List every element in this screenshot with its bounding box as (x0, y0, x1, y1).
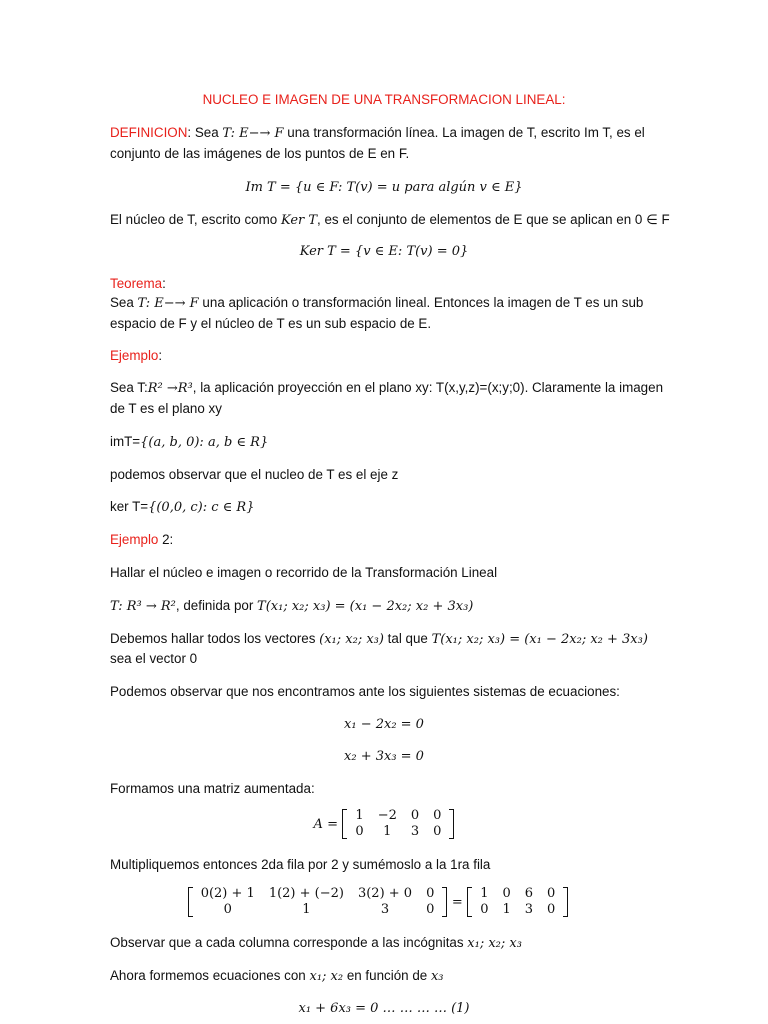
matrix-b-cell: 1 (302, 902, 311, 917)
ejemplo2-debemos-line-2: sea el vector 0 (110, 651, 198, 666)
matrix-c-cell: 0 (547, 902, 556, 917)
matrix-operation-block (0, 886, 762, 918)
ejemplo1-observation: podemos observar que el nucleo de T es el eje z (110, 467, 399, 482)
matrix-equals: = (451, 895, 463, 911)
definicion-label: DEFINICION (110, 125, 188, 140)
ejemplo2-heading: Ejemplo 2: (110, 532, 174, 547)
document-title: NUCLEO E IMAGEN DE UNA TRANSFORMACION LINEAL: (202, 92, 566, 107)
matrix-b-cell: 0 (426, 902, 435, 917)
matrix-a-cell: 1 (383, 824, 392, 839)
teorema-heading: Teorema: (110, 276, 166, 291)
equation-system-1: x₁ − 2x₂ = 0 (344, 717, 424, 732)
matrix-a-block (0, 808, 768, 840)
ejemplo2-podemos: Podemos observar que nos encontramos ante los siguientes sistemas de ecuaciones: (110, 684, 620, 699)
equation-system-2: x₂ + 3x₃ = 0 (344, 749, 424, 764)
matrix-b-row (194, 886, 442, 902)
matrix-c-cell: 3 (524, 902, 534, 917)
matrix-b-cell: 3(2) + 0 (357, 886, 413, 901)
teorema-line-2: espacio de F y el núcleo de T es un sub espacio de E. (110, 316, 432, 331)
matrix-c (467, 886, 568, 918)
nucleo-definition: El núcleo de T, escrito como Ker T, es el conjunto de elementos de E que se aplican en 0 ∈ F (110, 212, 670, 228)
ejemplo2-label: Ejemplo (110, 532, 159, 547)
equation-final: x₁ + 6x₃ = 0 … … … … (1) (298, 1001, 470, 1016)
matrix-a-cell: −2 (377, 808, 397, 823)
matrix-a-cell: 3 (410, 824, 420, 839)
matrix-a-cell: 0 (355, 824, 364, 839)
matrix-b (188, 886, 448, 918)
ejemplo1-line-2: de T es el plano xy (110, 401, 222, 416)
matrix-c-cell: 1 (502, 902, 511, 917)
matrix-b-cell: 3 (380, 902, 390, 917)
matrix-b-cell: 0(2) + 1 (200, 886, 255, 901)
ejemplo2-multipliquemos: Multipliquemos entonces 2da fila por 2 y sumémoslo a la 1ra fila (110, 857, 491, 872)
matrix-a-cell: 1 (355, 808, 364, 823)
matrix-c-cell: 0 (502, 886, 511, 901)
matrix-c-cell: 6 (524, 886, 534, 901)
matrix-b-row (194, 902, 442, 918)
ejemplo1-label: Ejemplo (110, 348, 159, 363)
equation-im: Im T = {u ∈ F: T(v) = u para algún v ∈ E} (245, 180, 523, 195)
ejemplo1-heading: Ejemplo: (110, 348, 163, 363)
ejemplo1-line-1: Sea T:R² →R³, la aplicación proyección en el plano xy: T(x,y,z)=(x;y;0). Claramente la imagen (110, 380, 664, 396)
teorema-label: Teorema (110, 276, 163, 291)
matrix-a-cell: 0 (433, 824, 442, 839)
matrix-a (342, 808, 454, 840)
ejemplo2-ahora: Ahora formemos ecuaciones con x₁; x₂ en función de x₃ (110, 968, 444, 984)
matrix-c-cell: 1 (480, 886, 489, 901)
ejemplo2-hallar: Hallar el núcleo e imagen o recorrido de la Transformación Lineal (110, 565, 498, 580)
matrix-c-cell: 0 (547, 886, 556, 901)
matrix-a-label: A = (313, 817, 338, 833)
definicion-line-1: DEFINICION: Sea T: E−→ F una transformación línea. La imagen de T, escrito Im T, es el (110, 125, 645, 141)
matrix-a-row (348, 824, 448, 840)
matrix-a-row (348, 808, 448, 824)
ejemplo2-definition: T: R³ → R², definida por T(x₁; x₂; x₃) = (x₁ − 2x₂; x₂ + 3x₃) (110, 598, 474, 614)
ejemplo1-kerT: ker T={(0,0, c): c ∈ R} (110, 499, 255, 515)
definicion-line-2: conjunto de las imágenes de los puntos de E en F. (110, 146, 410, 161)
ejemplo2-debemos-line-1: Debemos hallar todos los vectores (x₁; x₂; x₃) tal que T(x₁; x₂; x₃) = (x₁ − 2x₂; x₂ + 3x₃) (110, 631, 648, 647)
ejemplo2-formamos: Formamos una matriz aumentada: (110, 781, 315, 796)
matrix-b-cell: 0 (426, 886, 435, 901)
matrix-b-cell: 1(2) + (−2) (268, 886, 344, 901)
matrix-c-cell: 0 (480, 902, 489, 917)
teorema-line-1: Sea T: E−→ F una aplicación o transformación lineal. Entonces la imagen de T es un sub (110, 295, 644, 311)
ejemplo1-imT: imT={(a, b, 0): a, b ∈ R} (110, 434, 269, 450)
matrix-b-cell: 0 (223, 902, 232, 917)
matrix-c-row (473, 886, 562, 902)
matrix-a-cell: 0 (433, 808, 442, 823)
matrix-a-cell: 0 (410, 808, 420, 823)
ejemplo2-observar: Observar que a cada columna corresponde a las incógnitas x₁; x₂; x₃ (110, 935, 522, 951)
matrix-c-row (473, 902, 562, 918)
equation-ker: Ker T = {v ∈ E: T(v) = 0} (299, 244, 469, 259)
